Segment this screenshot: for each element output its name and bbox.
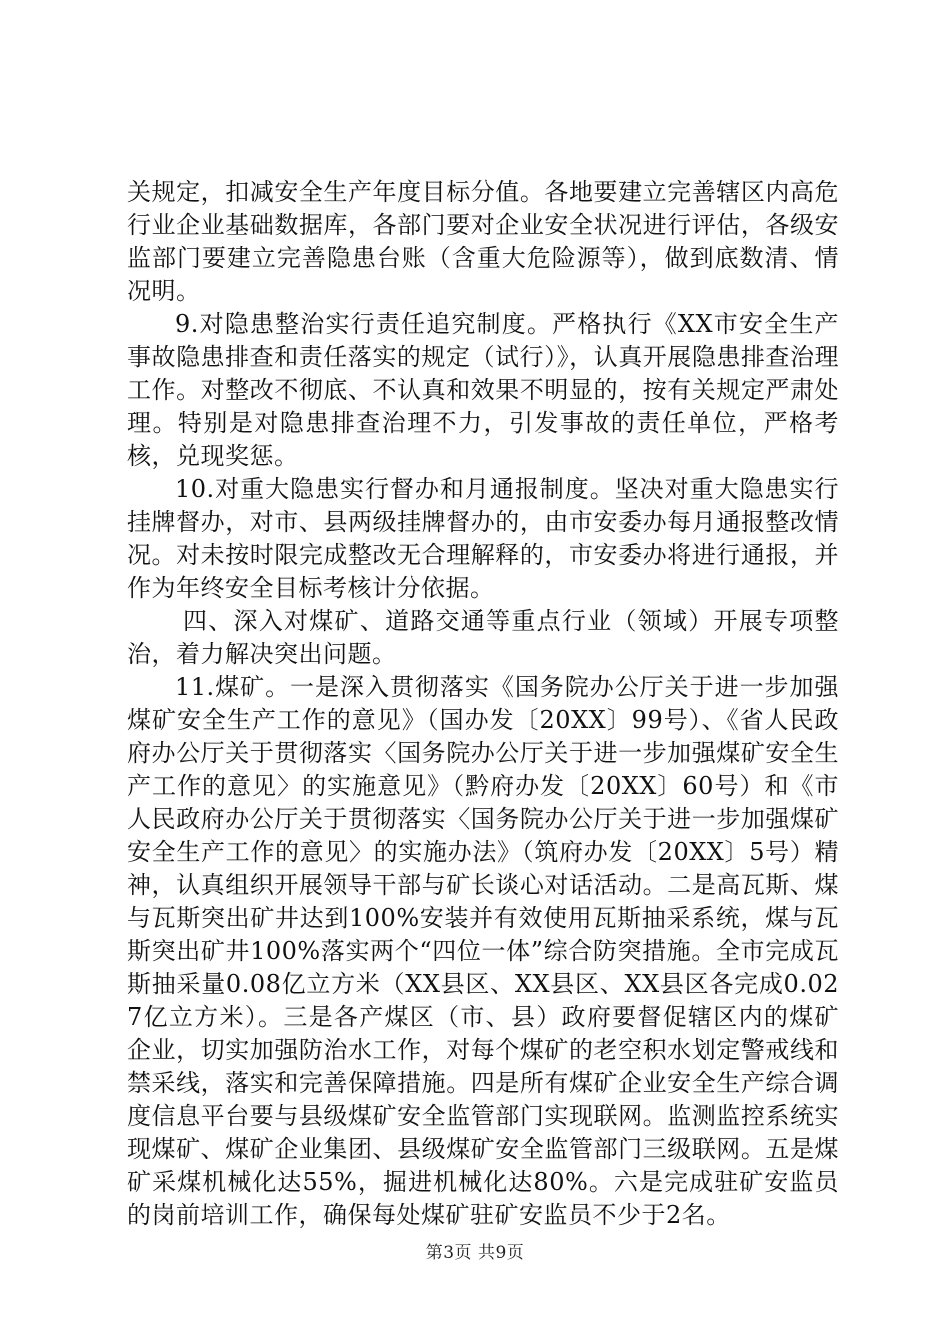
- section-heading-4: 四、深入对煤矿、道路交通等重点行业（领域）开展专项整治，着力解决突出问题。: [127, 607, 839, 668]
- paragraph-continuation: 关规定，扣减安全生产年度目标分值。各地要建立完善辖区内高危行业企业基础数据库，各部门要对企业安全状况进行评估，各级安监部门要建立完善隐患台账（含重大危险源等），做到底数清、情况明。: [127, 178, 839, 305]
- paragraph-item-9: 9.对隐患整治实行责任追究制度。严格执行《XX市安全生产事故隐患排查和责任落实的规定（试行）》，认真开展隐患排查治理工作。对整改不彻底、不认真和效果不明显的，按有关规定严肃处理。特别是对隐患排查治理不力，引发事故的责任单位，严格考核，兑现奖惩。: [127, 310, 839, 470]
- document-body: [127, 176, 839, 1232]
- paragraph-item-11: 11.煤矿。一是深入贯彻落实《国务院办公厅关于进一步加强煤矿安全生产工作的意见》（国办发〔20XX〕99号）、《省人民政府办公厅关于贯彻落实〈国务院办公厅关于进一步加强煤矿安全生产工作的意见〉的实施意见》（黔府办发〔20XX〕60号）和《市人民政府办公厅关于贯彻落实〈国务院办公厅关于进一步加强煤矿安全生产工作的意见〉的实施办法》（筑府办发〔20XX〕5号）精神，认真组织开展领导干部与矿长谈心对话活动。二是高瓦斯、煤与瓦斯突出矿井达到100%安装并有效使用瓦斯抽采系统，煤与瓦斯突出矿井100%落实两个“四位一体”综合防突措施。全市完成瓦斯抽采量0.08亿立方米（XX县区、XX县区、XX县区各完成0.027亿立方米）。三是各产煤区（市、县）政府要督促辖区内的煤矿企业，切实加强防治水工作，对每个煤矿的老空积水划定警戒线和禁采线，落实和完善保障措施。四是所有煤矿企业安全生产综合调度信息平台要与县级煤矿安全监管部门实现联网。监测监控系统实现煤矿、煤矿企业集团、县级煤矿安全监管部门三级联网。五是煤矿采煤机械化达55%，掘进机械化达80%。六是完成驻矿安监员的岗前培训工作，确保每处煤矿驻矿安监员不少于2名。: [127, 673, 839, 1229]
- paragraph-item-10: 10.对重大隐患实行督办和月通报制度。坚决对重大隐患实行挂牌督办，对市、县两级挂牌督办的，由市安委办每月通报整改情况。对未按时限完成整改无合理解释的，市安委办将进行通报，并作为年终安全目标考核计分依据。: [127, 475, 839, 602]
- page-footer: 第3页 共9页: [425, 1243, 525, 1263]
